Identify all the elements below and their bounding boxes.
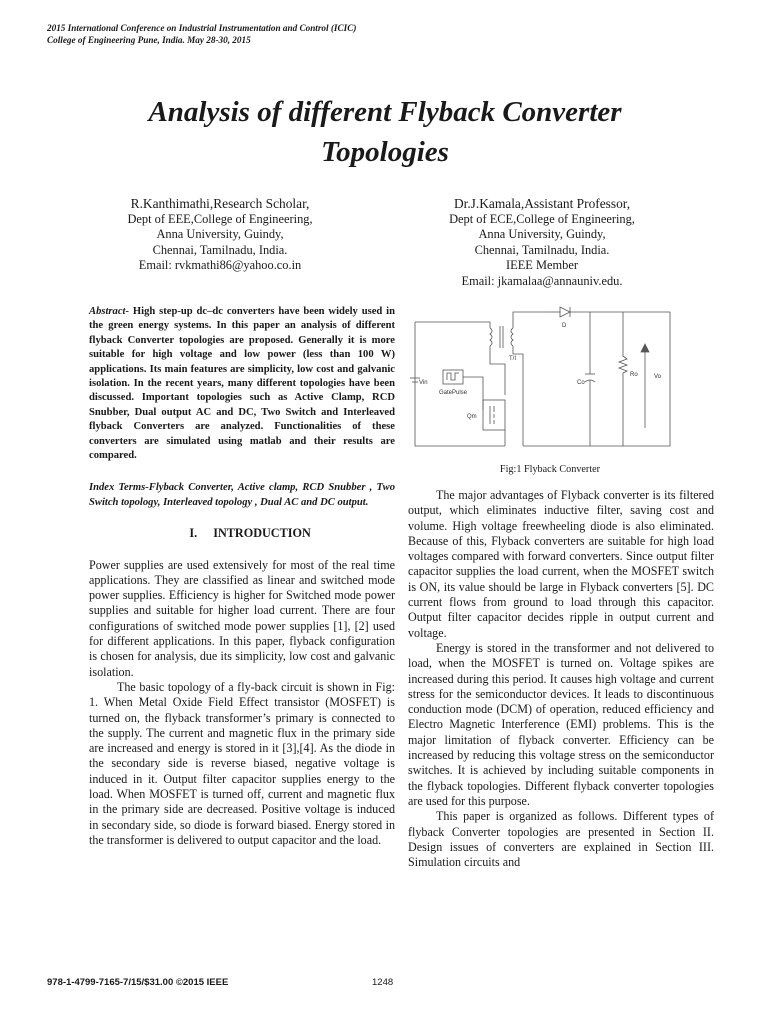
primary-to-switch-wire xyxy=(490,346,505,395)
figure-1 xyxy=(405,300,695,475)
label-vout: Vo xyxy=(654,374,662,380)
abstract-text: High step-up dc–dc converters have been widely used in the green energy systems. In this paper an analysis of different flyback Converter topologies are proposed. Generally it is more suitable for high voltage and low power (less than 100 W) applications. Its main features are simplicity, low cost and galvanic isolation. In the recent years, many different topologies have been discussed. Important topologies such as Active Clamp, RCD Snubber, Dual output AC and DC, Two Switch and Interleaved flyback Converters are analyzed. Functionalities of these converters are simulated using matlab and their results are compared. xyxy=(89,306,395,462)
figure-caption: Fig:1 Flyback Converter xyxy=(499,464,601,475)
primary-top-wire xyxy=(415,322,490,328)
left-column xyxy=(89,305,395,848)
right-column xyxy=(408,488,714,870)
author-name: Dr.J.Kamala,Assistant Professor, xyxy=(453,196,631,211)
primary-winding xyxy=(490,328,492,346)
paragraph: Energy is stored in the transformer and not delivered to load, when the MOSFET is turned on. Voltage spikes are increased during this period. It causes high voltage and current stress for the semiconductor devices. It leads to discontinuous conduction mode (DCM) of operation, reduced efficiency and Electro Magnetic Interference (EMI) problems. This is the major limitation of flyback converter. Efficiency can be increased by reducing this voltage stress on the semiconductor switches. It is achieved by including suitable components in the flyback topologies. Different flyback converter topologies are used for this purpose. xyxy=(408,640,714,808)
author-affiliation: Anna University, Guindy, xyxy=(156,227,284,242)
author-name: R.Kanthimathi,Research Scholar, xyxy=(130,196,310,211)
gate-pulse-block xyxy=(443,370,463,384)
paragraph: Power supplies are used extensively for most of the real time applications. They are classified as linear and switched mode power supplies. Efficiency is higher for Switched mode power supplies and suitable for higher load current. There are four configurations of switched mode power supplies [1], [2] used for different applications. In this paper, flyback configuration is chosen for analysis, due its simplicity, low cost and galvanic isolation. xyxy=(89,557,395,679)
mosfet-symbol xyxy=(490,406,494,424)
author-affiliation: Chennai, Tamilnadu, India. xyxy=(474,242,610,257)
index-terms xyxy=(89,481,395,510)
diode-symbol xyxy=(560,307,570,317)
resistor-symbol xyxy=(619,312,627,446)
label-capacitor: Co xyxy=(577,380,585,386)
author-affiliation: Dept of ECE,College of Engineering, xyxy=(449,211,635,226)
vout-arrow-head xyxy=(641,344,649,352)
section-title: INTRODUCTION xyxy=(213,526,311,541)
author-email: Email: jkamalaa@annauniv.edu. xyxy=(461,273,623,288)
paragraph: The basic topology of a fly-back circuit is shown in Fig: 1. When Metal Oxide Field Effect transistor (MOSFET) is turned on, the flyback transformer’s primary is connected to the supply. The current and magnetic flux in the primary side are increased and energy is stored in it [3],[4]. As the diode in the secondary side is reverse biased, negative voltage is induced in it. Output filter capacitor supplies energy to the load. When MOSFET is turned off, current and magnetic flux in the primary side are decreased. Positive voltage is induced in secondary side, so diode is forward biased. Energy stored in the transformer is delivered to output capacitor and the load. xyxy=(89,679,395,847)
author-email: Email: rvkmathi86@yahoo.co.in xyxy=(138,258,302,273)
author-block-2 xyxy=(412,196,672,290)
paragraph: This paper is organized as follows. Different types of flyback Converter topologies are presented in Section II. Design issues of converters are explained in Section III. Simulation circuits and xyxy=(408,809,714,870)
author-block-1 xyxy=(90,196,350,274)
author-membership: IEEE Member xyxy=(506,258,578,273)
author-affiliation: Anna University, Guindy, xyxy=(478,227,606,242)
footer-isbn: 978-1-4799-7165-7/15/$31.00 ©2015 IEEE xyxy=(47,977,229,988)
page-number: 1248 xyxy=(372,977,394,988)
section-heading xyxy=(89,526,395,541)
pulse-waveform xyxy=(447,373,459,380)
conference-venue: College of Engineering Pune, India. May 28-30, 2015 xyxy=(47,35,251,45)
title-line-1: Analysis of different Flyback Converter xyxy=(148,96,622,128)
author-affiliation: Chennai, Tamilnadu, India. xyxy=(152,242,288,257)
paragraph: The major advantages of Flyback converter is its filtered output, which eliminates inductive filter, saving cost and volume. High voltage freewheeling diode is also eliminated. Because of this, Flyback converters are suitable for high load voltages compared with forward converters. Since output filter capacitor supplies the load current, when the MOSFET switch is ON, its value should be large in Flyback converters [5]. DC current flows from ground to load through this capacitor. Output filter capacitor decides ripple in output current and voltage. xyxy=(408,488,714,640)
index-terms-text: Index Terms-Flyback Converter, Active clamp, RCD Snubber , Two Switch topology, Interleaved topology , Dual AC and DC output. xyxy=(89,482,395,508)
label-transformer: T/I xyxy=(509,356,516,362)
title-line-2: Topologies xyxy=(321,136,449,168)
section-number: I. xyxy=(189,526,198,541)
secondary-winding xyxy=(511,328,513,346)
abstract-label: Abstract- xyxy=(89,306,130,317)
conference-name: 2015 International Conference on Industrial Instrumentation and Control (ICIC) xyxy=(47,23,357,33)
conference-header xyxy=(47,22,467,46)
output-rail-wire xyxy=(523,312,670,446)
author-affiliation: Dept of EEE,College of Engineering, xyxy=(127,211,313,226)
label-resistor: Ro xyxy=(630,372,638,378)
label-vin: Vin xyxy=(419,380,428,386)
paper-title xyxy=(60,92,710,172)
flyback-converter-schematic xyxy=(405,300,695,460)
abstract xyxy=(89,305,395,463)
secondary-top-wire xyxy=(513,312,550,328)
label-gate: GatePulse xyxy=(439,390,468,396)
label-switch: Qm xyxy=(467,414,477,420)
label-diode: D xyxy=(562,323,567,329)
